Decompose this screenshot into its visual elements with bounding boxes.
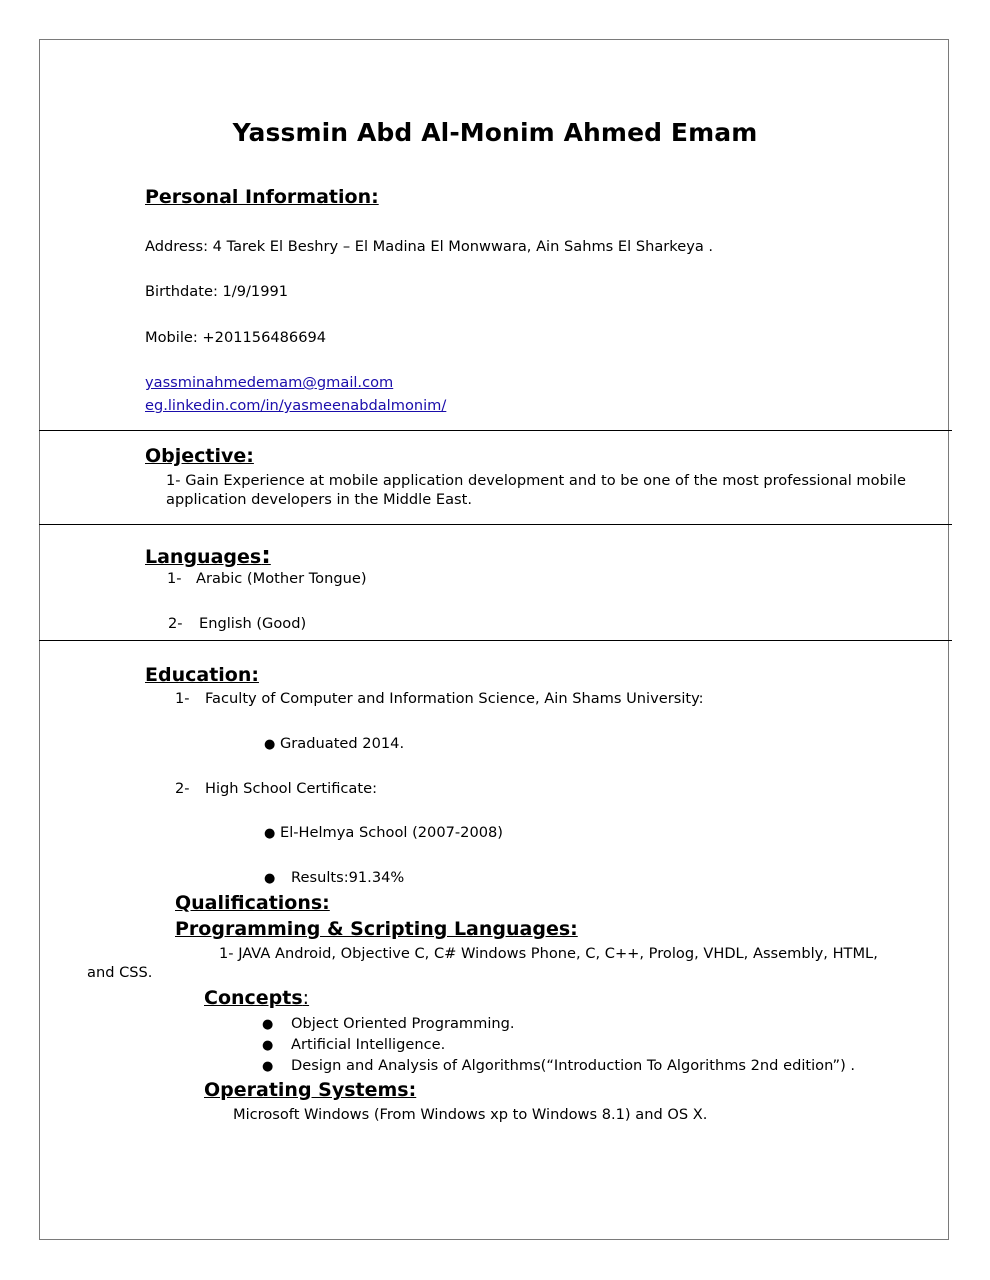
page-title: Yassmin Abd Al-Monim Ahmed Emam xyxy=(232,118,758,147)
programming-line-2: and CSS. xyxy=(87,964,153,981)
language-item-number: 1- xyxy=(167,570,182,587)
qualifications-heading: Qualifications: xyxy=(175,892,330,914)
concepts-heading-colon: : xyxy=(302,987,310,1009)
objective-heading: Objective: xyxy=(145,445,254,467)
education-item-number: 1- xyxy=(175,690,190,707)
divider xyxy=(39,524,952,525)
education-heading: Education: xyxy=(145,664,259,686)
bullet-icon: ● xyxy=(264,737,276,752)
objective-line-2: application developers in the Middle East. xyxy=(166,491,472,508)
concepts-heading xyxy=(204,987,309,1009)
mobile-text: Mobile: +201156486694 xyxy=(145,329,327,346)
concepts-heading-label: Concepts xyxy=(204,987,303,1009)
bullet-icon: ● xyxy=(264,826,276,841)
programming-line-1: 1- JAVA Android, Objective C, C# Windows Phone, C, C++, Prolog, VHDL, Assembly, HTML, xyxy=(219,945,878,962)
os-text: Microsoft Windows (From Windows xp to Windows 8.1) and OS X. xyxy=(233,1106,708,1123)
linkedin-link[interactable]: eg.linkedin.com/in/yasmeenabdalmonim/ xyxy=(145,397,447,414)
divider xyxy=(39,640,952,641)
objective-line-1: 1- Gain Experience at mobile application development and to be one of the most professional mobile xyxy=(166,472,906,489)
address-text: Address: 4 Tarek El Beshry – El Madina El Monwwara, Ain Sahms El Sharkeya . xyxy=(145,238,714,255)
birthdate-text: Birthdate: 1/9/1991 xyxy=(145,283,289,300)
bullet-icon: ● xyxy=(264,871,276,886)
concept-item: Artificial Intelligence. xyxy=(291,1036,446,1053)
education-item-number: 2- xyxy=(175,780,190,797)
os-heading: Operating Systems: xyxy=(204,1079,417,1101)
bullet-icon: ● xyxy=(262,1038,274,1053)
education-bullet: Results:91.34% xyxy=(291,869,405,886)
languages-heading-colon: : xyxy=(261,541,271,569)
concept-item: Design and Analysis of Algorithms(“Introduction To Algorithms 2nd edition”) . xyxy=(291,1057,856,1074)
language-item: Arabic (Mother Tongue) xyxy=(196,570,367,587)
languages-heading-label: Languages xyxy=(145,546,262,568)
programming-heading: Programming & Scripting Languages: xyxy=(175,918,578,940)
education-item: High School Certificate: xyxy=(205,780,377,797)
education-bullet: Graduated 2014. xyxy=(280,735,405,752)
email-link[interactable]: yassminahmedemam@gmail.com xyxy=(145,374,394,391)
personal-heading: Personal Information: xyxy=(145,186,379,208)
education-item: Faculty of Computer and Information Science, Ain Shams University: xyxy=(205,690,704,707)
language-item: English (Good) xyxy=(199,615,307,632)
concept-item: Object Oriented Programming. xyxy=(291,1015,515,1032)
divider xyxy=(39,430,952,431)
bullet-icon: ● xyxy=(262,1017,274,1032)
language-item-number: 2- xyxy=(168,615,183,632)
education-bullet: El-Helmya School (2007-2008) xyxy=(280,824,504,841)
languages-heading xyxy=(145,541,271,569)
bullet-icon: ● xyxy=(262,1059,274,1074)
